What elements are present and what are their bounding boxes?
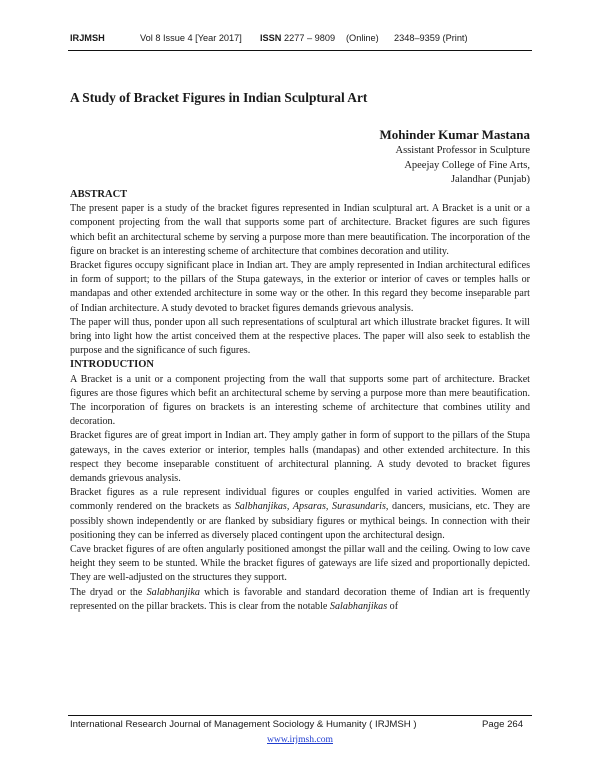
issn-online-number: 2277 – 9809 bbox=[284, 33, 336, 43]
author-position: Assistant Professor in Sculpture bbox=[395, 145, 530, 156]
paper-body bbox=[70, 188, 530, 614]
abstract-heading: ABSTRACT bbox=[70, 189, 128, 200]
paper-title: A Study of Bracket Figures in Indian Sculptural Art bbox=[70, 90, 368, 105]
author-college: Apeejay College of Fine Arts, bbox=[404, 159, 530, 171]
journal-website-link[interactable]: www.irjmsh.com bbox=[267, 734, 333, 745]
issn-label: ISSN bbox=[260, 33, 282, 43]
journal-abbrev: IRJMSH bbox=[70, 33, 105, 43]
abstract-paragraph-1: The present paper is a study of the bracket figures represented in Indian sculptural art. A Bracket is a unit or a component projecting from the wall that supports some part of architecture. Bracket figures are such figures which befit an architectural scheme by serving a purpose more than mere beautification. The incorporation of the figure on bracket is an interesting scheme of architecture that combines decoration and utility. bbox=[70, 203, 530, 257]
italic-term: Salabhanjikas bbox=[329, 600, 388, 612]
running-footer bbox=[70, 719, 530, 730]
journal-full-name: International Research Journal of Management Sociology & Humanity ( IRJMSH ) bbox=[70, 719, 417, 730]
issn-print: 2348–9359 (Print) bbox=[394, 33, 468, 43]
abstract-paragraph-3: The paper will thus, ponder upon all such representations of sculptural art which illustrate bracket figures. It will bring into light how the artist conceived them at the respective places. The paper will also seek to establish the purpose and the significance of such figures. bbox=[70, 316, 530, 357]
online-label: (Online) bbox=[346, 33, 379, 43]
intro-paragraph-3: Bracket figures as a rule represent individual figures or couples engulfed in varied activities. Women are commonly rendered on the brackets as Salbhanjikas, Apsaras, Surasundaris, dancers, musicians, etc. They are possibly shown independently or are flanked by subsidiary figures or mythical beings. In connection with their positioning they can be inferred as diversely placed contingent upon the architectural design. bbox=[70, 487, 530, 541]
intro-paragraph-2: Bracket figures are of great import in Indian art. They amply gather in form of support to the pillars of the Stupa gateways, in the caves exterior or interior, temples halls (mandapas) and other extended architecture. In this respect they become inseparable constituent of architectural planning. A study devoted to bracket figures demands grievous analysis. bbox=[70, 430, 530, 485]
italic-term: Salabhanjika bbox=[146, 586, 200, 598]
intro-paragraph-1: A Bracket is a unit or a component projecting from the wall that supports some part of architecture. Bracket figures are those figures which befit an architectural scheme by serving a purpose more than mere beautification. The incorporation of figures on brackets is an interesting scheme of architecture that combines utility and decoration. bbox=[70, 373, 530, 428]
italic-term: Salbhanjikas, Apsaras, Surasundaris bbox=[234, 501, 386, 513]
author-name: Mohinder Kumar Mastana bbox=[379, 127, 530, 142]
running-header bbox=[70, 33, 530, 43]
intro-paragraph-4: Cave bracket figures of are often angularly positioned amongst the pillar wall and the ceiling. Owing to low cave height they seem to be stunted. While the bracket figures of gateways are life sized and proportionally depicted. They are well-adjusted on the structures they support. bbox=[70, 544, 530, 584]
abstract-paragraph-2: Bracket figures occupy significant place in Indian art. They are amply represented in Indian architectural edifices in form of support; to the pillars of the Stupa gateways, in the exterior or interior of caves or temples halls or mandapas and other extended architecture in some way or the other. In this regard they become inseparable part of Indian architecture. A study devoted to bracket figures demands grievous analysis. bbox=[70, 260, 530, 314]
introduction-heading: INTRODUCTION bbox=[70, 359, 155, 371]
volume-issue: Vol 8 Issue 4 [Year 2017] bbox=[140, 33, 242, 43]
page-number: Page 264 bbox=[482, 719, 524, 730]
author-location: Jalandhar (Punjab) bbox=[450, 174, 530, 186]
header-divider bbox=[68, 50, 532, 51]
intro-paragraph-5: The dryad or the Salabhanjika which is favorable and standard decoration theme of Indian art is frequently represented on the pillar brackets. This is clear from the notable Salabhanjikas of bbox=[70, 586, 530, 612]
author-block bbox=[380, 125, 530, 188]
footer-divider bbox=[68, 715, 532, 716]
